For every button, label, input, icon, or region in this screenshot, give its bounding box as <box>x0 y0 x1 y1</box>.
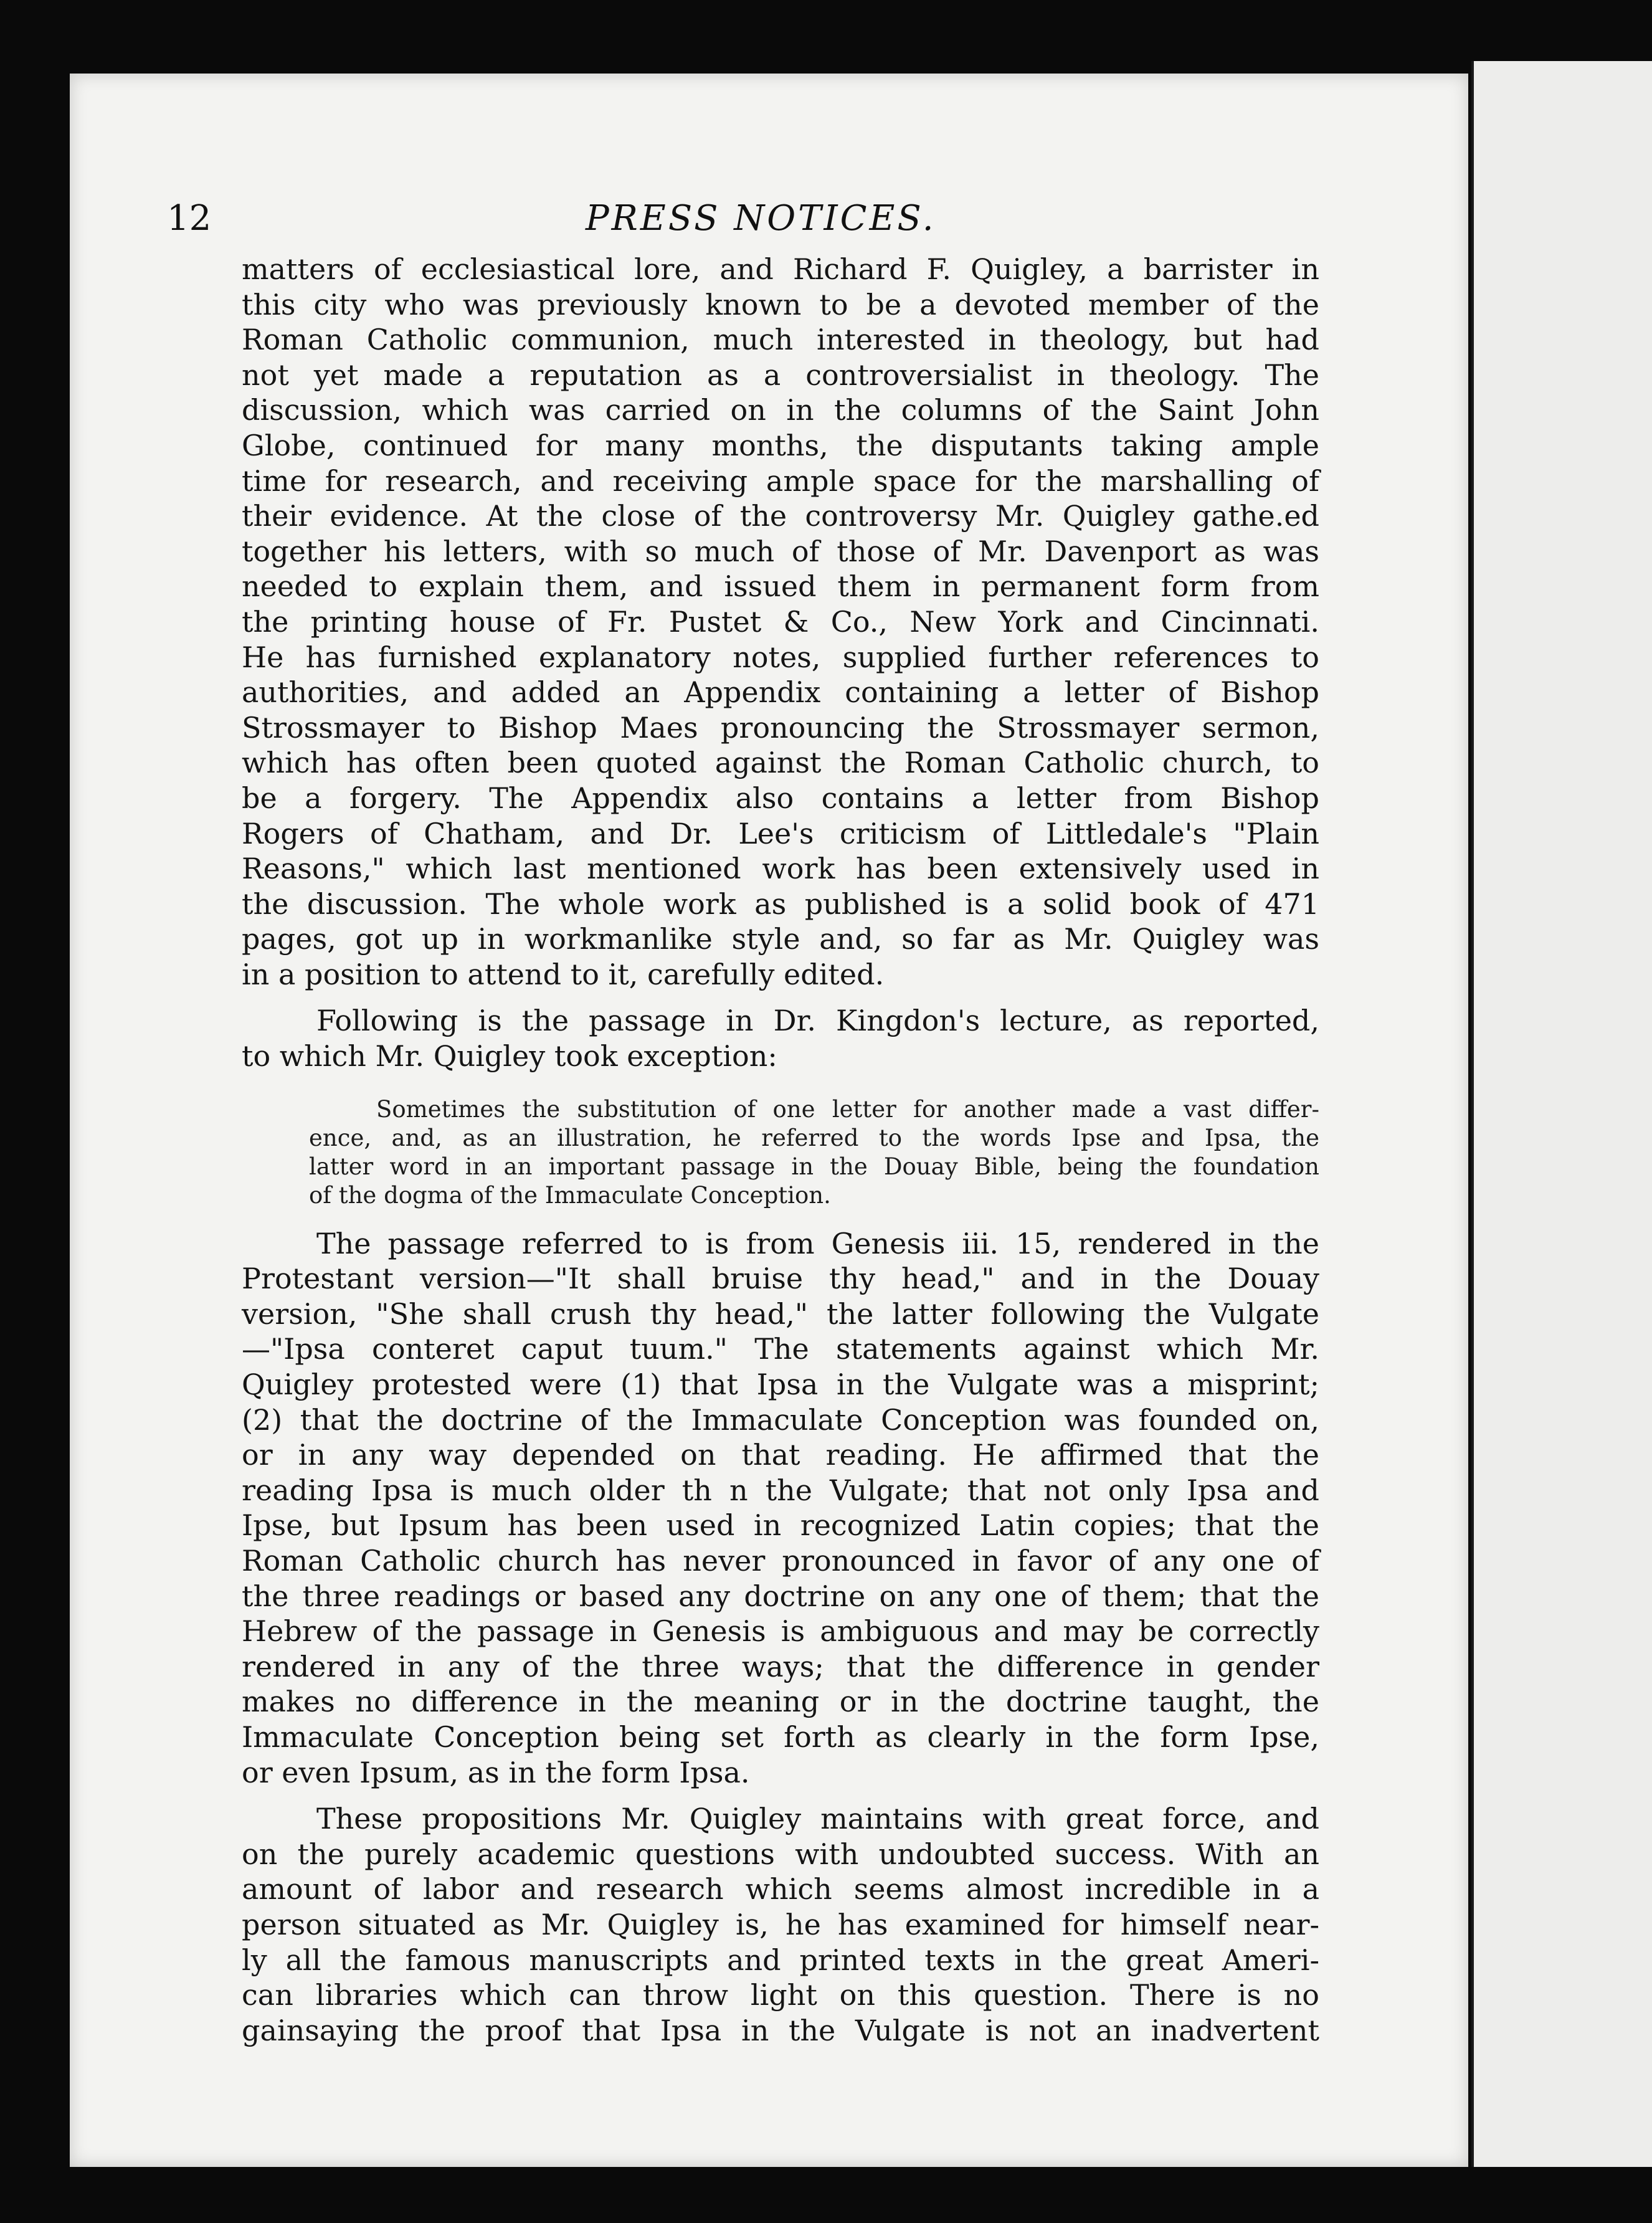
text-line: Following is the passage in Dr. Kingdon's lecture, as reported, <box>316 1004 1319 1038</box>
text-line: Roman Catholic church has never pronounced in favor of any one of <box>242 1544 1319 1578</box>
text-line: Strossmayer to Bishop Maes pronouncing the Strossmayer sermon, <box>242 710 1319 745</box>
paragraph-3 <box>242 1226 1319 1791</box>
paragraph-2 <box>242 1003 1319 1073</box>
text-line: Quigley protested were (1) that Ipsa in the Vulgate was a misprint; <box>242 1368 1319 1402</box>
text-line: amount of labor and research which seems almost incredible in a <box>242 1872 1319 1906</box>
text-line: be a forgery. The Appendix also contains a letter from Bishop <box>242 781 1319 815</box>
text-line: person situated as Mr. Quigley is, he has examined for himself near- <box>242 1907 1319 1941</box>
page-number: 12 <box>167 198 212 239</box>
quote-line: latter word in an important passage in the Douay Bible, being the foundation <box>309 1153 1319 1180</box>
text-line: the printing house of Fr. Pustet & Co., New York and Cincinnati. <box>242 604 1319 639</box>
text-line: Ipse, but Ipsum has been used in recognized Latin copies; that the <box>242 1508 1319 1543</box>
adjacent-page-edge <box>1471 61 1652 2167</box>
text-line: in a position to attend to it, carefully edited. <box>242 957 885 991</box>
text-line: or in any way depended on that reading. He affirmed that the <box>242 1438 1319 1472</box>
text-line: the three readings or based any doctrine on any one of them; that the <box>242 1579 1319 1613</box>
text-line: These propositions Mr. Quigley maintains with great force, and <box>316 1802 1319 1836</box>
paragraph-4 <box>242 1801 1319 2048</box>
text-line: rendered in any of the three ways; that the difference in gender <box>242 1649 1319 1683</box>
text-line: The passage referred to is from Genesis iii. 15, rendered in the <box>316 1226 1319 1260</box>
quote-line: ence, and, as an illustration, he referred to the words Ipse and Ipsa, the <box>309 1124 1319 1151</box>
text-line: makes no difference in the meaning or in the doctrine taught, the <box>242 1685 1319 1719</box>
running-head: PRESS NOTICES. <box>586 198 936 239</box>
text-line: this city who was previously known to be a devoted member of the <box>242 287 1319 321</box>
text-line: Reasons," which last mentioned work has been extensively used in <box>242 852 1319 886</box>
block-quotation <box>242 1095 1319 1210</box>
text-line: to which Mr. Quigley took exception: <box>242 1039 777 1073</box>
paragraph-1 <box>242 252 1319 992</box>
text-line: their evidence. At the close of the controversy Mr. Quigley gathe.ed <box>242 499 1319 533</box>
text-line: can libraries which can throw light on this question. There is no <box>242 1978 1319 2012</box>
text-line: Globe, continued for many months, the disputants taking ample <box>242 428 1319 462</box>
text-line: on the purely academic questions with undoubted success. With an <box>242 1837 1319 1871</box>
text-line: gainsaying the proof that Ipsa in the Vulgate is not an inadvertent <box>242 2013 1319 2047</box>
quote-line: of the dogma of the Immaculate Conception. <box>309 1181 831 1209</box>
text-line: matters of ecclesiastical lore, and Richard F. Quigley, a barrister in <box>242 252 1319 286</box>
text-line: Rogers of Chatham, and Dr. Lee's criticism of Littledale's "Plain <box>242 816 1319 850</box>
text-line: He has furnished explanatory notes, supplied further references to <box>242 640 1319 674</box>
text-line: which has often been quoted against the Roman Catholic church, to <box>242 746 1319 780</box>
text-line: the discussion. The whole work as published is a solid book of 471 <box>242 887 1319 921</box>
text-line: Hebrew of the passage in Genesis is ambiguous and may be correctly <box>242 1614 1319 1649</box>
page-header <box>167 198 1288 248</box>
text-line: (2) that the doctrine of the Immaculate Conception was founded on, <box>242 1402 1319 1437</box>
text-line: or even Ipsum, as in the form Ipsa. <box>242 1755 750 1789</box>
text-line: pages, got up in workmanlike style and, so far as Mr. Quigley was <box>242 922 1319 956</box>
text-line: —"Ipsa conteret caput tuum." The statements against which Mr. <box>242 1332 1319 1366</box>
text-line: version, "She shall crush thy head," the latter following the Vulgate <box>242 1297 1319 1331</box>
text-line: authorities, and added an Appendix containing a letter of Bishop <box>242 675 1319 710</box>
text-line: Roman Catholic communion, much interested in theology, but had <box>242 323 1319 357</box>
body-text <box>242 252 1319 2048</box>
text-line: needed to explain them, and issued them in permanent form from <box>242 569 1319 604</box>
text-line: discussion, which was carried on in the columns of the Saint John <box>242 393 1319 427</box>
text-line: Immaculate Conception being set forth as clearly in the form Ipse, <box>242 1720 1319 1754</box>
text-line: ly all the famous manuscripts and printed texts in the great Ameri- <box>242 1943 1319 1977</box>
text-line: not yet made a reputation as a controversialist in theology. The <box>242 358 1319 392</box>
text-line: time for research, and receiving ample space for the marshalling of <box>242 464 1319 498</box>
text-line: together his letters, with so much of those of Mr. Davenport as was <box>242 534 1319 568</box>
text-line: reading Ipsa is much older th n the Vulgate; that not only Ipsa and <box>242 1473 1319 1507</box>
quote-line: Sometimes the substitution of one letter for another made a vast differ- <box>376 1095 1319 1123</box>
text-line: Protestant version—"It shall bruise thy head," and in the Douay <box>242 1262 1319 1296</box>
